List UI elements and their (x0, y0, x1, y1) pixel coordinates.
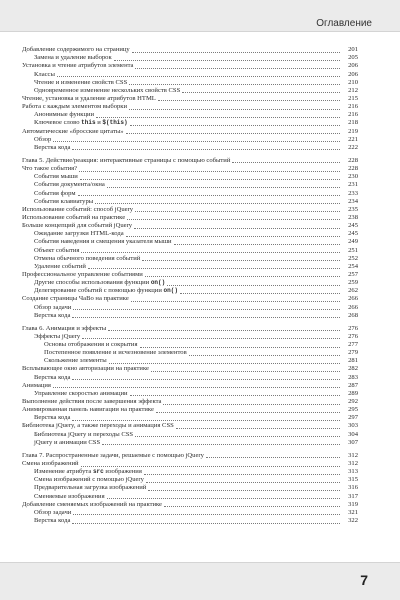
toc-entry (22, 222, 358, 230)
toc-entry-title (22, 398, 161, 406)
dot-leader (96, 117, 340, 118)
toc-text-fragment: Создание страницы ЧаВо на практике (22, 295, 129, 303)
toc-text-fragment: Объект события (34, 246, 80, 254)
toc-entry-title (34, 255, 140, 263)
toc-entry (22, 70, 358, 78)
toc-text-fragment: Анимированная панель навигации на практике (22, 406, 154, 414)
toc-entry (22, 165, 358, 173)
dot-leader (95, 203, 340, 204)
toc-entry (22, 238, 358, 246)
toc-text-fragment: Больше концепций для событий jQuery (22, 222, 133, 230)
toc-entry (22, 312, 358, 320)
toc-entry (22, 136, 358, 144)
dot-leader (164, 506, 340, 507)
toc-entry (22, 173, 358, 181)
toc-entry-title (34, 312, 70, 320)
toc-entry (22, 382, 358, 390)
toc-text-fragment: Анимация (22, 381, 51, 389)
toc-entry-title (34, 136, 51, 144)
toc-entry-title (34, 71, 55, 79)
toc-text-fragment: Отмена обычного поведения событий (34, 254, 141, 262)
toc-text-fragment: Верстка кода (34, 143, 71, 151)
toc-page-number: 231 (348, 181, 358, 189)
toc-text-fragment: Изменение атрибута (34, 468, 93, 476)
toc-entry-title (34, 287, 178, 295)
dot-leader (135, 211, 340, 212)
toc-text-fragment: Чтение и изменение свойств CSS (34, 78, 128, 86)
dot-leader (206, 457, 340, 458)
toc-page-number: 228 (348, 165, 358, 173)
dot-leader (109, 363, 340, 364)
toc-entry-title (44, 341, 138, 349)
toc-entry-title (22, 295, 129, 303)
toc-entry (22, 422, 358, 430)
toc-text-fragment: Добавление содержимого на страницу (22, 46, 130, 54)
toc-entry (22, 414, 358, 422)
toc-entry (22, 509, 358, 517)
toc-entry (22, 357, 358, 365)
toc-entry (22, 501, 358, 509)
dot-leader (163, 404, 340, 405)
toc-page-number: 216 (348, 103, 358, 111)
toc-entry (22, 373, 358, 381)
toc-text-fragment: Что такое события? (22, 165, 78, 173)
dot-leader (73, 309, 340, 310)
toc-entry (22, 287, 358, 295)
toc-entry (22, 271, 358, 279)
toc-code-fragment: $(this) (102, 119, 128, 127)
toc-page-number: 304 (348, 430, 358, 438)
toc-entry (22, 279, 358, 287)
toc-text-fragment: Установка и чтение атрибутов элемента (22, 62, 134, 70)
toc-code-fragment: src (92, 468, 104, 476)
toc-entry (22, 333, 358, 341)
toc-text-fragment: Автоматические «бросские цитаты» (22, 127, 124, 135)
toc-text-fragment: Сменяемые изображения (34, 492, 105, 500)
toc-entry (22, 484, 358, 492)
toc-entry-title (34, 374, 70, 382)
toc-text-fragment: События форм (34, 189, 76, 197)
toc-entry-title (34, 439, 100, 447)
toc-text-fragment: Смена изображений с помощью jQuery (34, 476, 144, 484)
table-of-contents (22, 46, 358, 525)
dot-leader (80, 179, 340, 180)
toc-entry (22, 46, 358, 54)
toc-text-fragment: Удаление событий (34, 262, 86, 270)
dot-leader (167, 285, 340, 286)
toc-page-number: 282 (348, 365, 358, 373)
toc-entry (22, 439, 358, 447)
toc-page-number: 276 (348, 324, 358, 332)
toc-page-number: 315 (348, 476, 358, 484)
dot-leader (142, 260, 340, 261)
toc-entry-title (34, 79, 127, 87)
toc-text-fragment: Ожидание загрузки HTML-кода (34, 230, 124, 238)
toc-text-fragment: Классы (34, 70, 55, 78)
toc-text-fragment: Верстка кода (34, 517, 71, 525)
toc-entry (22, 119, 358, 127)
toc-entry-title (34, 263, 86, 271)
toc-entry (22, 230, 358, 238)
toc-page-number: 287 (348, 381, 358, 389)
toc-page-number: 233 (348, 189, 358, 197)
toc-text-fragment: Предварительная загрузка изображений (34, 484, 147, 492)
toc-page-number: 283 (348, 373, 358, 381)
toc-entry-title (22, 422, 174, 430)
toc-text-fragment: Обзор задачи (34, 303, 72, 311)
toc-entry (22, 460, 358, 468)
toc-entry-title (22, 382, 51, 390)
dot-leader (108, 330, 340, 331)
toc-text-fragment: Использование событий на практике (22, 213, 126, 221)
dot-leader (182, 92, 340, 93)
toc-text-fragment: Основы отображения и сокрытия (44, 341, 138, 349)
toc-entry-title (22, 95, 156, 103)
toc-page-number: 266 (348, 303, 358, 311)
toc-code-fragment: this (81, 119, 96, 127)
toc-entry-title (34, 476, 144, 484)
toc-entry-title (34, 54, 112, 62)
toc-entry-title (34, 190, 76, 198)
toc-text-fragment: Верстка кода (34, 311, 71, 319)
toc-entry-title (34, 414, 70, 422)
toc-entry-title (34, 279, 165, 287)
dot-leader (145, 276, 340, 277)
toc-text-fragment: Глава 7. Распространенные задачи, решаемые с помощью jQuery (22, 451, 204, 459)
dot-leader (79, 171, 340, 172)
toc-entry (22, 181, 358, 189)
toc-page-number: 249 (348, 238, 358, 246)
toc-entry (22, 303, 358, 311)
toc-page-number: 228 (348, 156, 358, 164)
toc-text-fragment: Профессиональное управление событиями (22, 270, 143, 278)
toc-page-number: 276 (348, 332, 358, 340)
toc-entry (22, 87, 358, 95)
toc-page-number: 205 (348, 54, 358, 62)
toc-entry (22, 406, 358, 414)
toc-page-number: 206 (348, 70, 358, 78)
toc-page-number: 215 (348, 94, 358, 102)
toc-entry (22, 325, 358, 333)
toc-page-number: 266 (348, 295, 358, 303)
toc-entry-title (34, 333, 80, 341)
toc-code-fragment: on() (150, 279, 166, 287)
toc-entry (22, 263, 358, 271)
dot-leader (148, 490, 340, 491)
toc-page-number: 230 (348, 173, 358, 181)
toc-entry-title (22, 406, 154, 414)
toc-text-fragment: Выполнение действия после завершения эффекта (22, 398, 162, 406)
toc-text-fragment: Обзор задачи (34, 508, 72, 516)
dot-leader (72, 420, 340, 421)
dot-leader (88, 268, 340, 269)
toc-page-number: 312 (348, 451, 358, 459)
toc-entry (22, 295, 358, 303)
toc-page-number: 245 (348, 230, 358, 238)
toc-page-number: 281 (348, 357, 358, 365)
toc-entry-title (22, 222, 132, 230)
toc-page-number: 279 (348, 349, 358, 357)
toc-entry-title (22, 460, 79, 468)
toc-text-fragment: Смена изображений (22, 460, 79, 468)
toc-entry (22, 349, 358, 357)
toc-entry (22, 452, 358, 460)
toc-entry-title (34, 111, 94, 119)
dot-leader (73, 514, 340, 515)
dot-leader (151, 371, 340, 372)
toc-text-fragment: Глава 5. Действие/реакция: интерактивные страницы с помощью событий (22, 156, 231, 164)
toc-entry (22, 390, 358, 398)
toc-entry-title (34, 144, 70, 152)
toc-text-fragment: Работа с каждым элементом выборки (22, 103, 128, 111)
toc-page-number: 322 (348, 517, 358, 525)
toc-entry (22, 246, 358, 254)
dot-leader (132, 52, 340, 53)
toc-text-fragment: Скольжение элементы (44, 357, 107, 365)
toc-entry (22, 62, 358, 70)
toc-page-number: 216 (348, 111, 358, 119)
toc-text-fragment: События наведения и смещения указателя мыши (34, 238, 172, 246)
toc-text-fragment: Замена и удаление выборок (34, 54, 112, 62)
toc-page-number: 312 (348, 460, 358, 468)
toc-page-number: 277 (348, 341, 358, 349)
toc-text-fragment: Библиотека jQuery и переходы CSS (34, 430, 134, 438)
toc-entry-title (34, 509, 71, 517)
toc-page-number: 289 (348, 389, 358, 397)
page-number: 7 (360, 572, 368, 588)
toc-entry-title (34, 181, 105, 189)
toc-text-fragment: Верстка кода (34, 373, 71, 381)
toc-text-fragment: Эффекты jQuery (34, 332, 81, 340)
toc-entry-title (22, 501, 162, 509)
toc-text-fragment: Управление скоростью анимации (34, 389, 128, 397)
dot-leader (82, 338, 340, 339)
dot-leader (130, 125, 340, 126)
footer-divider (0, 562, 400, 563)
toc-entry-title (34, 198, 93, 206)
toc-page-number: 252 (348, 254, 358, 262)
toc-entry-title (22, 103, 127, 111)
toc-entry-title (22, 128, 124, 136)
toc-page-number: 201 (348, 46, 358, 54)
toc-entry-title (34, 468, 142, 476)
toc-entry-title (34, 247, 79, 255)
toc-text-fragment: Ключевое слово (34, 119, 82, 127)
dot-leader (140, 347, 341, 348)
toc-entry-title (44, 357, 107, 365)
toc-page-number: 235 (348, 205, 358, 213)
toc-entry (22, 111, 358, 119)
dot-leader (189, 355, 340, 356)
toc-text-fragment: События клавиатуры (34, 197, 94, 205)
toc-entry-title (22, 157, 230, 165)
toc-entry (22, 255, 358, 263)
dot-leader (129, 109, 340, 110)
dot-leader (156, 412, 340, 413)
dot-leader (174, 244, 340, 245)
dot-leader (158, 100, 340, 101)
toc-entry-title (22, 62, 133, 70)
dot-leader (114, 60, 340, 61)
dot-leader (144, 474, 340, 475)
dot-leader (102, 444, 340, 445)
toc-text-fragment: Одновременное изменение нескольких свойств CSS (34, 86, 181, 94)
dot-leader (127, 219, 340, 220)
toc-text-fragment: jQuery и анимации CSS (34, 438, 101, 446)
toc-code-fragment: on() (163, 287, 178, 295)
toc-text-fragment: Верстка кода (34, 414, 71, 422)
toc-page-number: 295 (348, 406, 358, 414)
toc-entry (22, 95, 358, 103)
toc-entry-title (22, 165, 77, 173)
toc-page-number: 219 (348, 127, 358, 135)
dot-leader (72, 149, 340, 150)
toc-page-number: 303 (348, 422, 358, 430)
toc-entry (22, 341, 358, 349)
toc-text-fragment: Обзор (34, 135, 52, 143)
toc-page-number: 234 (348, 197, 358, 205)
toc-entry-title (44, 349, 187, 357)
toc-page-number: 238 (348, 213, 358, 221)
toc-page-number: 319 (348, 500, 358, 508)
toc-page-number: 210 (348, 78, 358, 86)
toc-entry (22, 492, 358, 500)
toc-entry-title (34, 119, 128, 127)
dot-leader (135, 436, 340, 437)
dot-leader (81, 466, 340, 467)
page-footer (0, 562, 400, 600)
toc-entry (22, 214, 358, 222)
dot-leader (129, 84, 340, 85)
toc-entry (22, 127, 358, 135)
toc-entry (22, 206, 358, 214)
toc-entry-title (34, 230, 124, 238)
toc-page-number: 259 (348, 279, 358, 287)
dot-leader (126, 133, 340, 134)
toc-text-fragment: Другие способы использования функции (34, 279, 151, 287)
toc-entry (22, 365, 358, 373)
toc-page-number: 292 (348, 398, 358, 406)
dot-leader (81, 252, 340, 253)
toc-entry (22, 157, 358, 165)
toc-entry-title (22, 46, 130, 54)
dot-leader (53, 141, 340, 142)
toc-entry (22, 144, 358, 152)
toc-entry-title (22, 325, 106, 333)
dot-leader (57, 76, 340, 77)
toc-page-number: 316 (348, 484, 358, 492)
toc-entry-title (34, 431, 133, 439)
dot-leader (134, 228, 340, 229)
toc-text-fragment: Постепенное появление и исчезновение элементов (44, 349, 187, 357)
dot-leader (107, 498, 340, 499)
toc-page-number: 321 (348, 508, 358, 516)
toc-entry (22, 476, 358, 484)
toc-entry-title (22, 365, 149, 373)
toc-entry (22, 103, 358, 111)
dot-leader (107, 187, 340, 188)
toc-page-number: 254 (348, 262, 358, 270)
toc-entry-title (34, 493, 105, 501)
dot-leader (146, 482, 340, 483)
toc-text-fragment: Делегирование событий с помощью функции (34, 287, 164, 295)
toc-page-number: 245 (348, 222, 358, 230)
toc-text-fragment: изображения (103, 468, 142, 476)
dot-leader (72, 317, 340, 318)
toc-text-fragment: Глава 6. Анимация и эффекты (22, 324, 107, 332)
toc-entry-title (34, 304, 71, 312)
toc-entry-title (34, 484, 146, 492)
toc-page-number: 317 (348, 492, 358, 500)
toc-entry (22, 54, 358, 62)
toc-text-fragment: Всплывающее окно авторизации на практике (22, 365, 149, 373)
running-header-title: Оглавление (316, 18, 372, 29)
toc-entry-title (34, 390, 128, 398)
toc-page-number: 307 (348, 438, 358, 446)
toc-entry (22, 198, 358, 206)
toc-text-fragment: Чтение, установка и удаление атрибутов HTML (22, 94, 156, 102)
toc-entry (22, 79, 358, 87)
toc-entry-title (22, 271, 143, 279)
toc-entry-title (34, 87, 180, 95)
toc-entry-title (22, 214, 125, 222)
toc-text-fragment: и (95, 119, 103, 127)
dot-leader (130, 395, 340, 396)
toc-entry-title (22, 452, 204, 460)
toc-page-number: 257 (348, 270, 358, 278)
toc-text-fragment: События мыши (34, 173, 78, 181)
dot-leader (72, 523, 340, 524)
toc-entry-title (34, 173, 78, 181)
header-divider (0, 31, 400, 32)
toc-text-fragment: Использование событий: способ jQuery (22, 205, 134, 213)
dot-leader (135, 68, 340, 69)
toc-text-fragment: Анонимные функции (34, 111, 95, 119)
toc-entry-title (22, 206, 133, 214)
toc-entry (22, 398, 358, 406)
dot-leader (53, 387, 340, 388)
toc-page-number: 251 (348, 246, 358, 254)
toc-text-fragment: События документа/окна (34, 181, 105, 189)
toc-page-number: 262 (348, 287, 358, 295)
toc-entry-title (34, 517, 70, 525)
toc-page-number: 297 (348, 414, 358, 422)
toc-page-number: 212 (348, 86, 358, 94)
toc-page-number: 218 (348, 119, 358, 127)
toc-entry (22, 430, 358, 438)
toc-entry (22, 517, 358, 525)
toc-entry-title (34, 238, 172, 246)
toc-page-number: 221 (348, 135, 358, 143)
toc-page-number: 268 (348, 311, 358, 319)
toc-page-number: 206 (348, 62, 358, 70)
toc-text-fragment: Библиотека jQuery, а также переходы и анимация CSS (22, 422, 174, 430)
dot-leader (78, 195, 340, 196)
dot-leader (72, 379, 340, 380)
dot-leader (232, 162, 340, 163)
toc-page-number: 222 (348, 143, 358, 151)
toc-entry (22, 189, 358, 197)
dot-leader (126, 236, 340, 237)
dot-leader (176, 428, 340, 429)
toc-page-number: 313 (348, 468, 358, 476)
dot-leader (180, 293, 340, 294)
toc-text-fragment: Добавление сменяемых изображений на практике (22, 500, 162, 508)
dot-leader (131, 301, 340, 302)
toc-entry (22, 468, 358, 476)
